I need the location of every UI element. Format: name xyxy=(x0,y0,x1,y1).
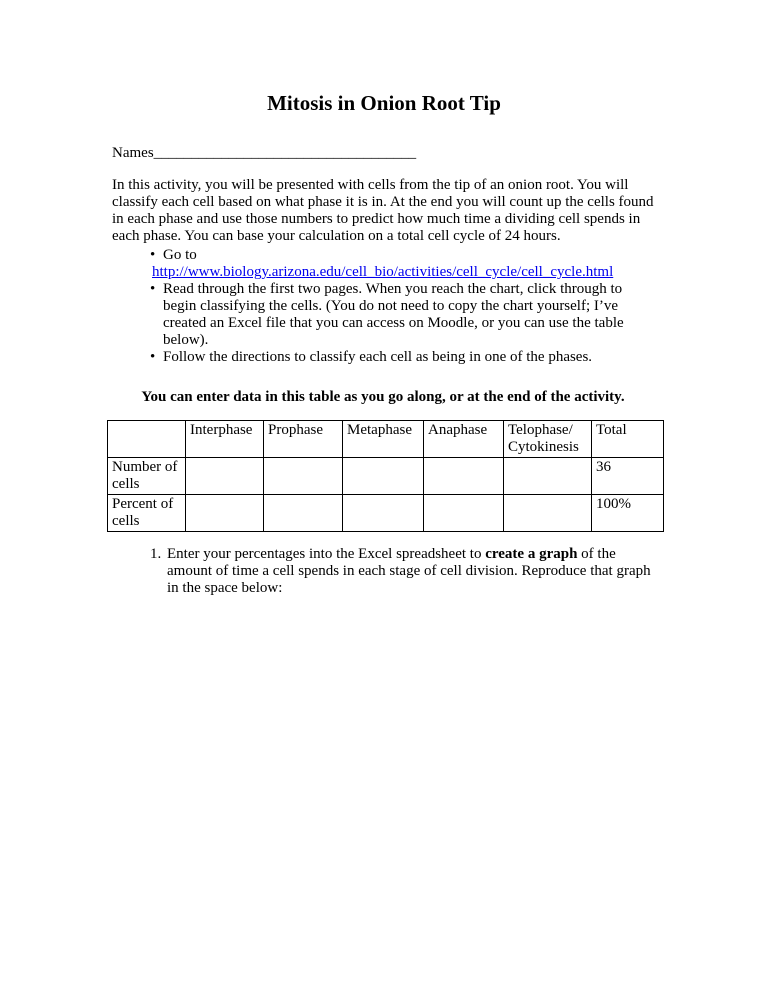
table-header-total: Total xyxy=(592,421,664,458)
row-label-percent-of-cells: Percent of cells xyxy=(108,495,186,532)
cell-percent-metaphase xyxy=(343,495,424,532)
table-header-interphase: Interphase xyxy=(186,421,264,458)
cell-percent-prophase xyxy=(264,495,343,532)
cell-percent-anaphase xyxy=(424,495,504,532)
names-line xyxy=(112,145,416,162)
phase-count-table xyxy=(107,420,664,532)
item-1-text-post: of the amount of time a cell spends in each stage of cell division. Reproduce that graph in the space below: xyxy=(167,546,651,596)
bullet-icon: • xyxy=(150,247,156,263)
cell-percent-telophase xyxy=(504,495,592,532)
cell-percent-interphase xyxy=(186,495,264,532)
item-1-text-bold: create a graph xyxy=(485,546,578,562)
table-header-anaphase: Anaphase xyxy=(424,421,504,458)
table-header-prophase: Prophase xyxy=(264,421,343,458)
page-title: Mitosis in Onion Root Tip xyxy=(267,91,501,115)
item-1-text xyxy=(167,546,654,597)
cell-number-anaphase xyxy=(424,458,504,495)
row-label-number-of-cells: Number of cells xyxy=(108,458,186,495)
cell-number-telophase xyxy=(504,458,592,495)
bullet-icon: • xyxy=(150,281,156,297)
item-1-text-pre: Enter your percentages into the Excel spreadsheet to xyxy=(167,546,486,562)
cell-number-metaphase xyxy=(343,458,424,495)
bullet-item-go-to xyxy=(112,247,657,264)
table-note: You can enter data in this table as you go along, or at the end of the activity. xyxy=(141,389,625,405)
cell-percent-total: 100% xyxy=(592,495,664,532)
table-header-telophase-cytokinesis: Telophase/ Cytokinesis xyxy=(504,421,592,458)
bullet-icon: • xyxy=(150,349,156,365)
cell-number-total: 36 xyxy=(592,458,664,495)
bullet-read-through-text: Read through the first two pages. When you reach the chart, click through to begin classifying the cells. (You do not need to copy the chart yourself; I’ve created an Excel file that you can access on Moodle, or you can use the table below). xyxy=(163,281,624,348)
link-line xyxy=(152,264,657,281)
item-1-number: 1. xyxy=(150,546,162,562)
bullet-follow-directions-text: Follow the directions to classify each cell as being in one of the phases. xyxy=(163,349,593,365)
table-row-percent-of-cells xyxy=(108,495,664,532)
cell-number-interphase xyxy=(186,458,264,495)
bullet-item-read-through xyxy=(112,281,657,349)
table-header-empty xyxy=(108,421,186,458)
table-header-row xyxy=(108,421,664,458)
names-label: Names xyxy=(112,145,154,161)
cell-cycle-hyperlink[interactable]: http://www.biology.arizona.edu/cell_bio/activities/cell_cycle/cell_cycle.html xyxy=(152,264,614,280)
numbered-item-1 xyxy=(112,546,657,597)
bullet-list xyxy=(112,247,657,366)
intro-paragraph: In this activity, you will be presented with cells from the tip of an onion root. You will classify each cell based on what phase it is in. At the end you will count up the cells found in each phase and use those numbers to predict how much time a dividing cell spends in each phase. You can base your calculation on a total cell cycle of 24 hours. xyxy=(112,177,654,244)
names-blank: ___________________________________ xyxy=(153,145,417,161)
cell-number-prophase xyxy=(264,458,343,495)
table-header-metaphase: Metaphase xyxy=(343,421,424,458)
bullet-item-follow-directions xyxy=(112,349,657,366)
bullet-go-to-text: Go to xyxy=(163,247,197,263)
table-row-number-of-cells xyxy=(108,458,664,495)
